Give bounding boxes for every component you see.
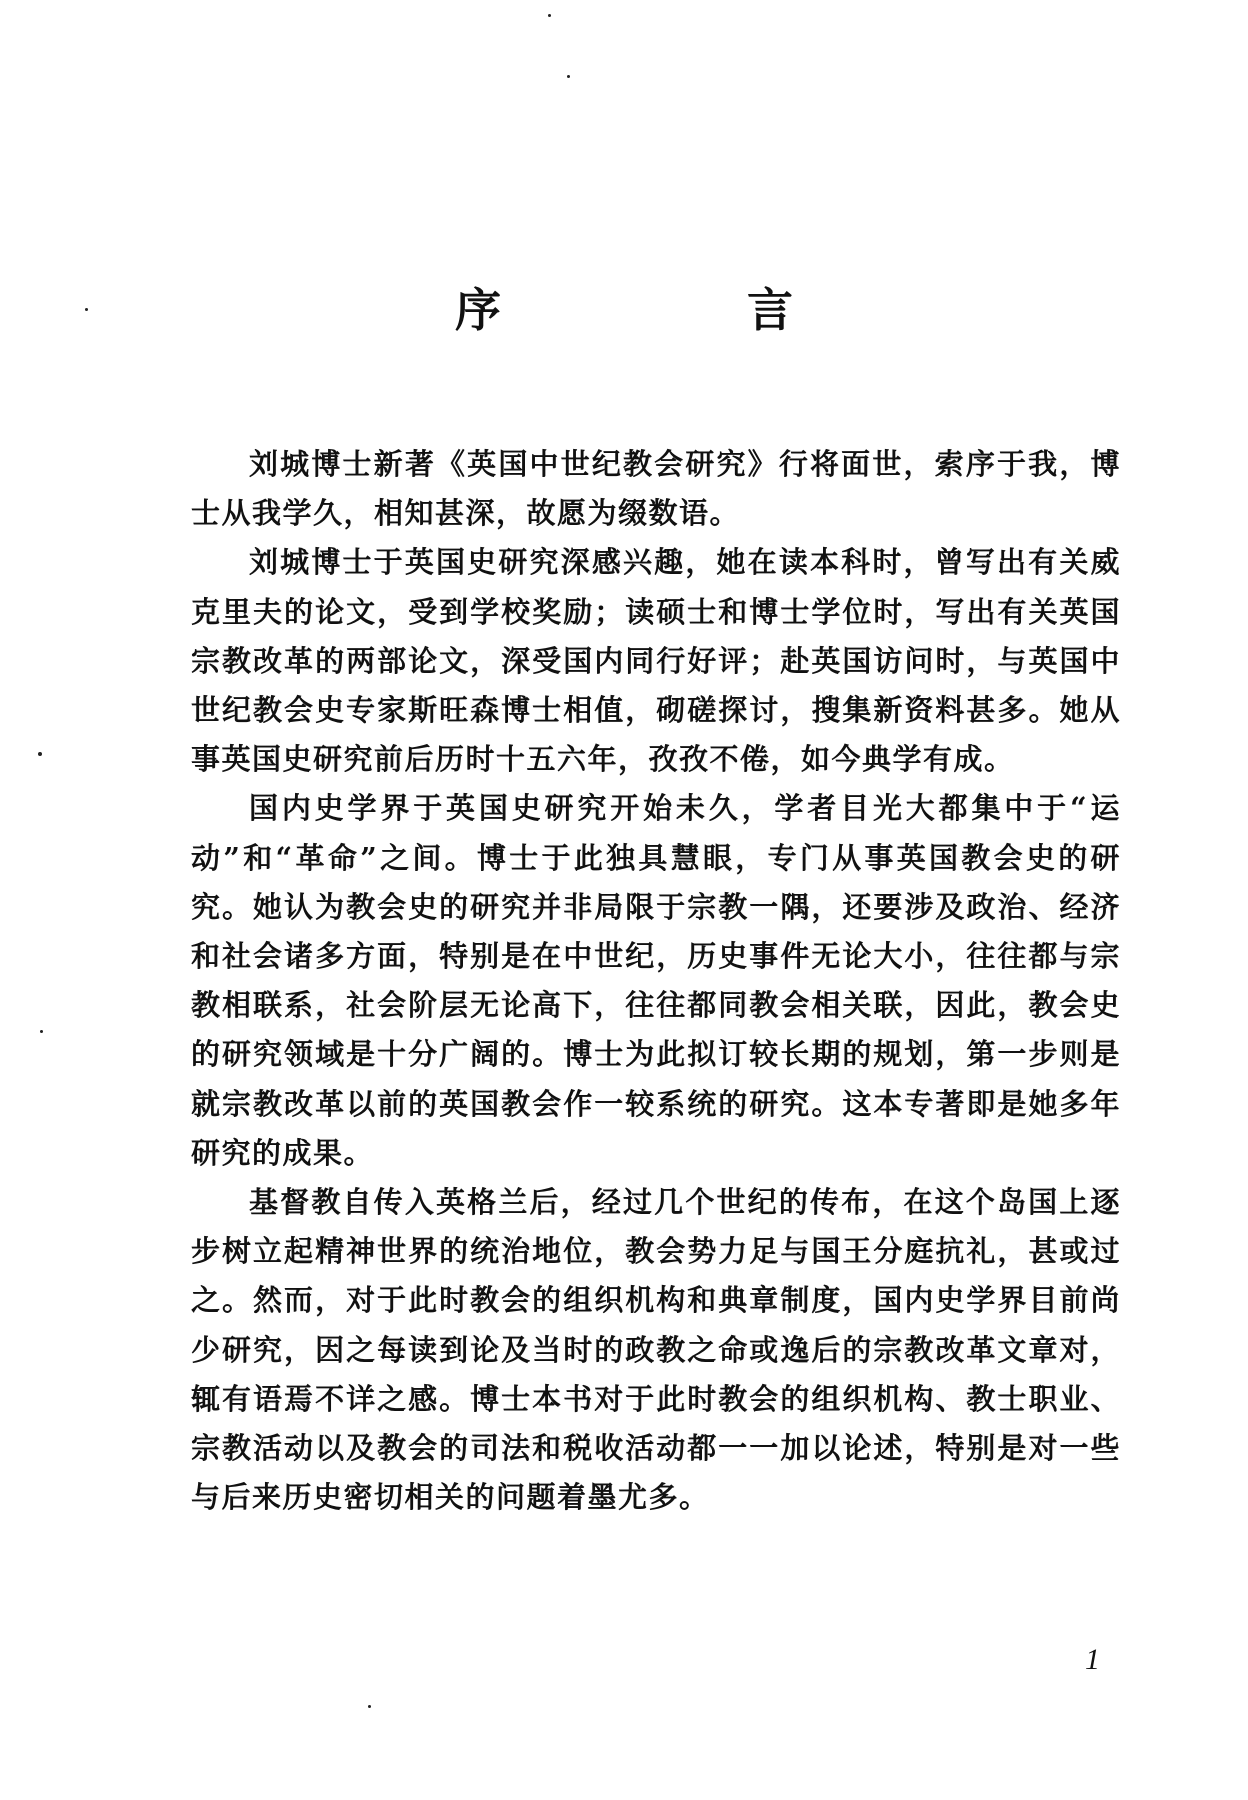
paragraph: 基督教自传入英格兰后，经过几个世纪的传布，在这个岛国上逐步树立起精神世界的统治地位，教会势力足与国王分庭抗礼，甚或过之。然而，对于此时教会的组织机构和典章制度，国内史学界目前尚少研究，因之每读到论及当时的政教之命或逸后的宗教改革文章对，辄有语焉不详之感。博士本书对于此时教会的组织机构、教士职业、宗教活动以及教会的司法和税收活动都一一加以论述，特别是对一些与后来历史密切相关的问题着墨尤多。 [191,1185,1121,1515]
scan-speck [38,752,42,756]
scan-speck [368,1705,371,1708]
scan-speck [40,1030,43,1033]
preface-body [191,440,1121,1522]
page-title: 序 言 [455,283,893,337]
page-number: 1 [1085,1643,1100,1676]
scan-speck [567,75,570,78]
paragraph: 刘城博士于英国史研究深感兴趣，她在读本科时，曾写出有关威克里夫的论文，受到学校奖励；读硕士和博士学位时，写出有关英国宗教改革的两部论文，深受国内同行好评；赴英国访问时，与英国中世纪教会史专家斯旺森博士相值，砌磋探讨，搜集新资料甚多。她从事英国史研究前后历时十五六年，孜孜不倦，如今典学有成。 [191,545,1121,777]
paragraph: 刘城博士新著《英国中世纪教会研究》行将面世，索序于我，博士从我学久，相知甚深，故愿为缀数语。 [191,447,1121,531]
paragraph: 国内史学界于英国史研究开始未久，学者目光大都集中于“运动”和“革命”之间。博士于此独具慧眼，专门从事英国教会史的研究。她认为教会史的研究并非局限于宗教一隅，还要涉及政治、经济和社会诸多方面，特别是在中世纪，历史事件无论大小，往往都与宗教相联系，社会阶层无论高下，往往都同教会相关联，因此，教会史的研究领域是十分广阔的。博士为此拟订较长期的规划，第一步则是就宗教改革以前的英国教会作一较系统的研究。这本专著即是她多年研究的成果。 [191,791,1121,1170]
scan-speck [548,14,551,17]
